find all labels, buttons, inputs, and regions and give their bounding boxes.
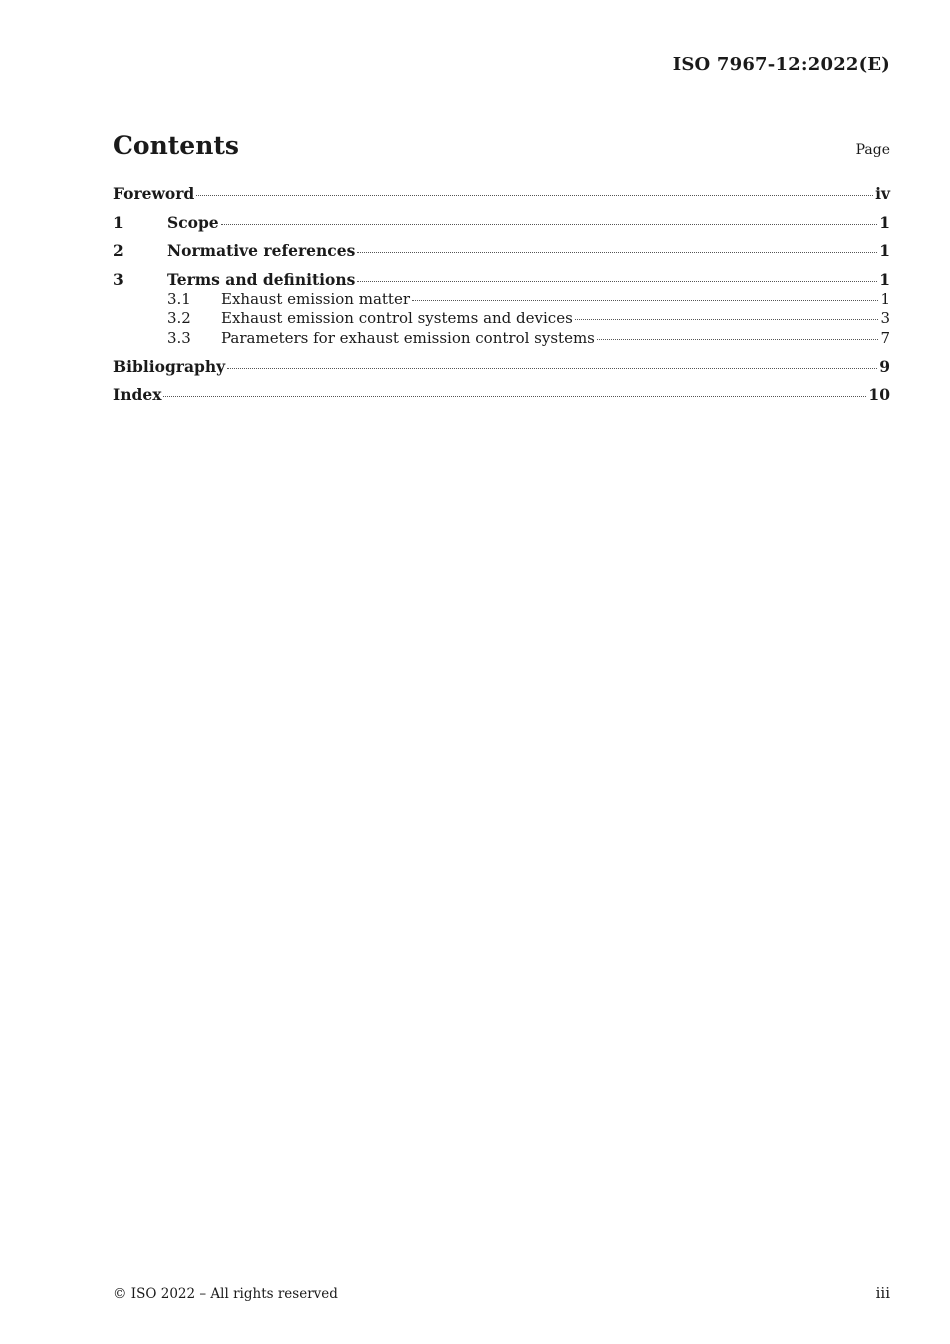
toc-entry-scope[interactable] (113, 213, 890, 233)
dot-leader (163, 396, 866, 397)
table-of-contents (113, 184, 890, 405)
toc-entry-terms-and-definitions[interactable] (113, 270, 890, 290)
toc-entry-normative-references[interactable] (113, 241, 890, 261)
dot-leader (357, 252, 877, 253)
toc-entry-title: Normative references (167, 241, 356, 260)
dot-leader (196, 195, 873, 196)
dot-leader (357, 281, 877, 282)
toc-entry-title: Bibliography (113, 356, 226, 376)
toc-entry-number: 3.1 (167, 289, 191, 308)
toc-entry-page: 1 (879, 269, 890, 289)
toc-entry-bibliography[interactable] (113, 357, 890, 377)
contents-heading: Contents (113, 131, 240, 160)
toc-entry-title: Parameters for exhaust emission control systems (221, 328, 595, 347)
toc-entry-title: Exhaust emission matter (221, 289, 410, 308)
toc-entry-title: Scope (167, 212, 219, 232)
toc-entry-page: 1 (880, 289, 890, 308)
dot-leader (597, 339, 879, 340)
toc-entry-number: 1 (113, 212, 124, 232)
toc-entry-page: iv (875, 184, 890, 203)
toc-entry-page: 10 (868, 385, 890, 404)
toc-entry-page: 9 (879, 356, 890, 376)
dot-leader (575, 319, 879, 320)
dot-leader (412, 300, 878, 301)
toc-entry-index[interactable] (113, 385, 890, 405)
toc-entry-exhaust-emission-matter[interactable] (113, 290, 890, 310)
toc-entry-parameters[interactable] (113, 329, 890, 349)
toc-entry-page: 7 (880, 328, 890, 347)
toc-entry-number: 3.3 (167, 328, 191, 347)
copyright-notice: © ISO 2022 – All rights reserved (113, 1286, 338, 1302)
document-id: ISO 7967-12:2022(E) (672, 54, 890, 75)
toc-entry-title: Index (113, 385, 162, 404)
dot-leader (227, 368, 877, 369)
toc-entry-number: 3 (113, 269, 124, 289)
toc-entry-title: Exhaust emission control systems and devices (221, 309, 573, 327)
toc-entry-number: 2 (113, 241, 124, 260)
toc-entry-control-systems-and-devices[interactable] (113, 309, 890, 329)
footer-page-number: iii (875, 1284, 890, 1302)
dot-leader (221, 224, 878, 225)
toc-entry-title: Foreword (113, 184, 195, 203)
toc-entry-page: 1 (879, 212, 890, 232)
toc-entry-number: 3.2 (167, 309, 191, 327)
toc-entry-page: 1 (879, 241, 890, 260)
toc-entry-foreword[interactable] (113, 184, 890, 204)
toc-entry-title: Terms and definitions (167, 269, 356, 289)
toc-entry-page: 3 (880, 309, 890, 327)
page-column-label: Page (855, 142, 890, 158)
